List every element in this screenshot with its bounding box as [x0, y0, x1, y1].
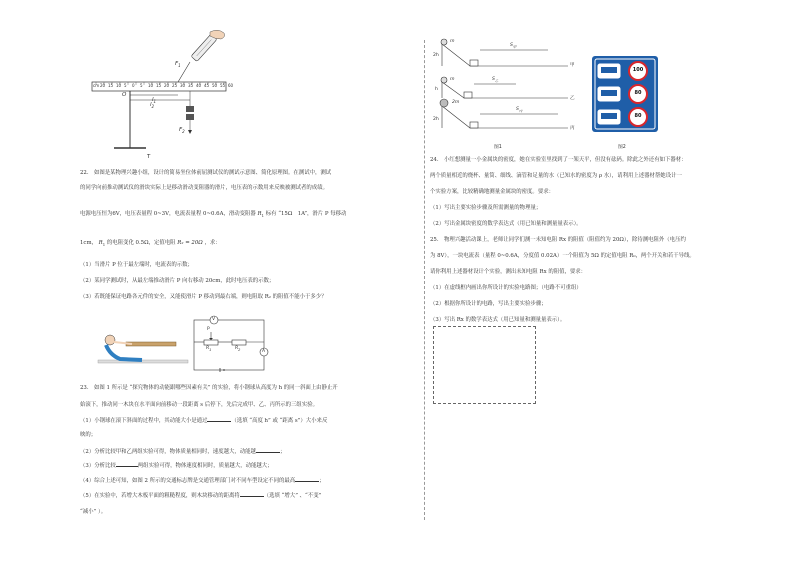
q24-intro-line-2: 两个质量相近的烧杯、量筒、细线、滴管和足量的水（已知水的密度为 ρ 水），请利用上述器材帮她设计一	[430, 173, 682, 179]
ruler-number: 45	[204, 83, 210, 88]
q23-sub-3: （3）分析比较 两组实验可得，物体速度相同时，质量越大，动能越大；	[80, 463, 273, 469]
pivot-o-label: O	[122, 92, 127, 98]
sit-and-reach-illustration	[98, 322, 188, 372]
ruler-number: 40	[196, 83, 202, 88]
ruler-number: 10	[148, 83, 154, 88]
slider-p-label: P	[207, 327, 210, 332]
ruler-number: 15	[108, 83, 114, 88]
q23-sub-5-line-1: （5）在实验中，若增大木板平面的粗糙程度，则木块移动的距离将 （选填 “增大” 、“不变”	[80, 493, 322, 499]
q22-sub-3: （3）若既能保证电路各元件的安全，又能使滑片 P 移动到最右端，则电阻取 R₂ 的阻值不能小于多少？	[80, 294, 327, 300]
q25-sub-2: （2）根据你所设计的电路，写出主要实验步骤；	[430, 301, 547, 307]
row-label-bing: 丙	[570, 126, 575, 131]
distance-s1-label: $S_甲$	[510, 43, 517, 49]
speed-limit-value: 100	[632, 67, 644, 73]
ruler-number: 5	[140, 83, 143, 88]
row-label-jia: 甲	[570, 63, 575, 68]
stand-label: T	[147, 154, 151, 160]
height-label-2: h	[435, 87, 438, 92]
ruler-number: 55	[220, 83, 226, 88]
length-l2-label: $l_2$	[150, 102, 155, 110]
traffic-speed-limit-sign	[592, 56, 658, 132]
circuit-drawing-answer-box[interactable]	[433, 326, 536, 404]
force-f2-label: $F_2$	[179, 127, 185, 135]
ruler-unit-label: cm	[93, 83, 100, 88]
distance-s2-label: $S_乙$	[492, 77, 499, 83]
ruler-number: 15	[156, 83, 162, 88]
q22-intro-line-1: 22. 如图是某物理兴趣小组，设计的简易坐位体前屈测试仪的测试示意图、简化原理图。在测试中，测试	[80, 170, 332, 176]
ruler-number: 20	[100, 83, 106, 88]
q22-intro-line-4: 1cm， $R_1$ 的电阻变化 0.5Ω，定值电阻 R₂ = 20Ω ，求：	[80, 240, 221, 248]
ruler-number: 25	[172, 83, 178, 88]
ruler-number: 35	[188, 83, 194, 88]
q24-sub-1: （1）写出主要实验步骤及所需测量的物理量；	[430, 205, 542, 211]
column-divider	[424, 40, 425, 520]
left-column	[80, 0, 415, 566]
speed-limit-value: 80	[634, 113, 642, 119]
ruler-number: 10	[116, 83, 122, 88]
q25-intro-line-3: 请你利用上述器材设计个实验，测出未知电阻 Rx 的阻值，要求：	[430, 269, 587, 275]
row-label-yi: 乙	[570, 96, 575, 101]
r2-label: $R_2$	[235, 346, 241, 352]
q23-intro-line-2: 始滚下，推动同一木块在水平面向前移动一段距离 s 后停下，先后完成甲、乙、丙所示的三组实验。	[80, 402, 318, 408]
q23-sub-4: （4）综合上述可知，如图 2 所示的交通标志牌是交通管理部门对不同车型设定不同的最高 ；	[80, 478, 325, 484]
q22-sub-1: （1）当滑片 P 位于最左端时，电流表的示数；	[80, 262, 193, 268]
q24-sub-2: （2）写出金属块密度的数学表达式（用已知量和测量量表示）。	[430, 221, 582, 227]
q23-sub-5-line-2: “减小” ）。	[80, 509, 107, 515]
figure-1-caption: 图1	[494, 145, 502, 150]
right-column	[430, 0, 760, 566]
q24-intro-line-3: 个实验方案，比较精确地测量金属块的密度。要求：	[430, 189, 554, 195]
q22-intro-line-2: 的同学向前推动测试仪的滑块实际上是移动滑动变阻器的滑片，电压表的示数用来反映被测试者的成绩。	[80, 185, 328, 191]
q23-sub-1-line-1: （1）小钢球在滚下斜面的过程中，其动能大小是通过 （选填 “高度 h” 或 “距离 s”）大小来反	[80, 418, 328, 424]
voltmeter-symbol: V	[212, 317, 216, 322]
q23-sub-1-line-2: 映的；	[80, 432, 97, 438]
ball-mass-label-3: 2m	[452, 100, 460, 105]
ruler-number: 30	[180, 83, 186, 88]
q25-sub-1: （1）在虚线框内画出你所设计的实验电路图；（电路不可重组）	[430, 285, 582, 291]
q23-sub-2: （2）分析比较甲和乙两组实验可得，物体质量相同时，速度越大，动能越 ；	[80, 449, 286, 455]
q22-circuit-diagram	[190, 312, 270, 374]
q22-sub-2: （2）某同学测试时，从最左端推动滑片 P 向右移动 20cm，此时电压表的示数；	[80, 278, 275, 284]
ruler-number: 20	[164, 83, 170, 88]
q22-intro-line-3: 电源电压恒为6V，电压表量程 0~3V，电流表量程 0~0.6A，滑动变阻器 $R_1$ 标有 “15Ω 1A”，滑片 P 每移动	[80, 211, 347, 219]
figure-2-caption: 图2	[618, 145, 626, 150]
q24-intro-line-1: 24. 小红想测量一小金属块的密度，她在实验室里找到了一架天平，但没有砝码。除此之外还有如下器材：	[430, 157, 687, 163]
ammeter-symbol: A	[262, 349, 266, 354]
ruler-number: 60	[228, 83, 234, 88]
ball-mass-label-1: m	[450, 39, 455, 44]
ball-mass-label-2: m	[450, 77, 455, 82]
ruler-number: 5	[124, 83, 127, 88]
r1-label: $R_1$	[206, 346, 212, 352]
ruler-number: 0	[132, 83, 135, 88]
force-f1-label: $F_1$	[175, 61, 181, 69]
q23-intro-line-1: 23. 如图 1 所示是 “探究物体的动能跟哪些因素有关” 的实验，将小钢球从高度为 h 的同一斜面上由静止开	[80, 385, 338, 391]
ramp-experiment-figure	[430, 36, 580, 140]
ruler-number: 50	[212, 83, 218, 88]
length-l1-label: $l_1$	[152, 97, 157, 105]
height-label-3: 2h	[433, 117, 439, 122]
speed-limit-value: 80	[634, 90, 642, 96]
q25-intro-line-2: 为 8V），一块电流表（量程 0~0.6A，分度值 0.02A）一个阻值为 5Ω 的定值电阻 R₀，两个开关和若干导线。	[430, 253, 695, 259]
height-label-1: 2h	[433, 53, 439, 58]
q25-intro-line-1: 25. 物理兴趣活动课上，老师让同学们测一未知电阻 Rx 的阻值（阻值约为 20Ω），除待测电阻外（电压约	[430, 237, 686, 243]
distance-s3-label: $S_丙$	[516, 107, 523, 113]
q25-sub-3: （3）写出 Rx 的数学表达式（用已知量和测量量表示）。	[430, 317, 566, 323]
lever-ruler-figure	[90, 28, 230, 158]
